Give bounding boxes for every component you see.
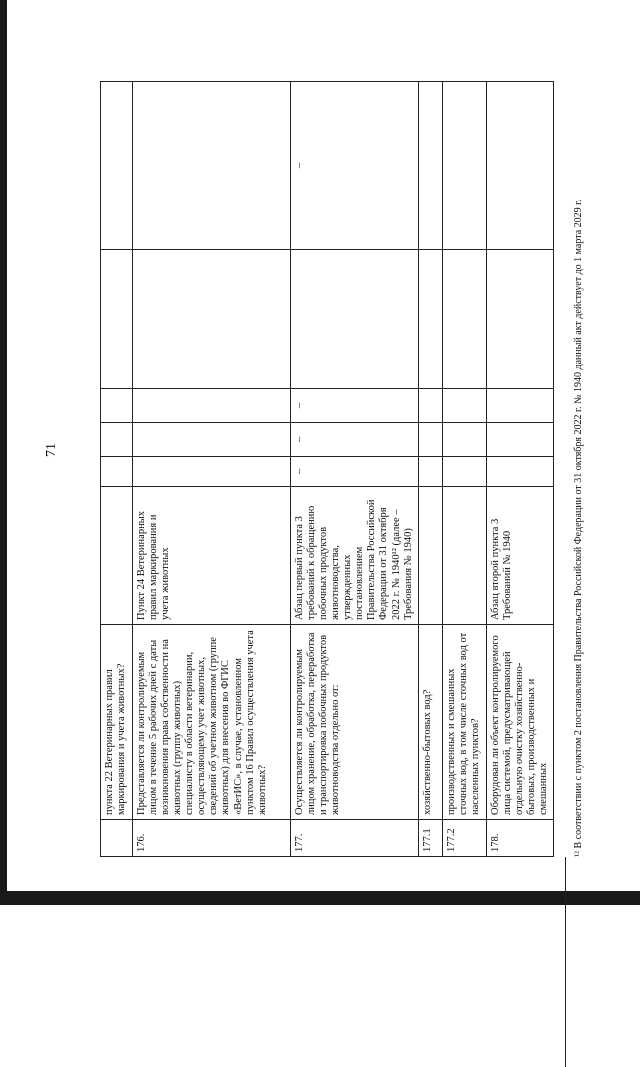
cell-c8 [101,82,133,250]
cell-c7 [486,250,553,389]
cell-c8: – [291,82,419,250]
cell-c8 [133,82,291,250]
scan-edge-left [0,0,7,905]
cell-c5 [418,423,442,457]
cell-c5: – [291,423,419,457]
cell-c4: – [291,457,419,487]
cell-question: Оборудован ли объект контролируемого лица системой, предусматривающей отдельную очистку хозяйственно-бытовых, производственных и смешанных [486,625,553,820]
cell-c7 [133,250,291,389]
cell-question: Представляется ли контролируемым лицом в течение 5 рабочих дней с даты возникновения права собственности на животных (группу животных) специалисту в области ветеринарии, осуществляющему учет животных, сведений об учетном животном (группе животных) для внесения во ФГИС «ВетИС», в случае, установленном пунктом 16 Правил осуществления учета животных? [133,625,291,820]
cell-c8 [486,82,553,250]
cell-c6 [486,389,553,423]
cell-requisites: Абзац второй пункта 3 Требований № 1940 [486,487,553,625]
cell-c7 [291,250,419,389]
table-row [133,82,291,857]
table-row [101,82,133,857]
cell-c5 [442,423,486,457]
cell-c5 [101,423,133,457]
cell-c6: – [291,389,419,423]
cell-c7 [101,250,133,389]
cell-c6 [133,389,291,423]
cell-c4 [486,457,553,487]
cell-c6 [418,389,442,423]
cell-num [101,820,133,857]
cell-question: Осуществляется ли контролируемым лицом хранение, обработка, переработка и транспортировка побочных продуктов животноводства отдельно от: [291,625,419,820]
cell-num: 177.1 [418,820,442,857]
cell-num: 178. [486,820,553,857]
cell-c6 [101,389,133,423]
cell-question: производственных и смешанных сточных вод, в том числе сточных вод от населенных пунктов? [442,625,486,820]
table-row [442,82,486,857]
table-row [291,82,419,857]
cell-requisites: Абзац первый пункта 3 требований к обращению побочных продуктов животноводства, утвержденных постановлением Правительства Российской Федерации от 31 октября 2022 г. № 1940¹² (далее – Требования № 1940) [291,487,419,625]
rotated-table-container [100,82,570,857]
table-body [101,82,554,857]
cell-num: 176. [133,820,291,857]
checklist-table [100,81,554,857]
cell-c8 [418,82,442,250]
cell-c6 [442,389,486,423]
table-row [418,82,442,857]
cell-c5 [486,423,553,457]
cell-num: 177.2 [442,820,486,857]
cell-c7 [442,250,486,389]
scan-edge-bottom [0,891,640,905]
table-row [486,82,553,857]
cell-c8 [442,82,486,250]
cell-c4 [133,457,291,487]
cell-c7 [418,250,442,389]
page-number: 71 [44,443,59,457]
footnote: ¹² В соответствии с пунктом 2 постановления Правительства Российской Федерации от 31 октября 2022 г. № 1940 данный акт действует до 1 марта 2029 г. [573,199,584,857]
cell-c4 [101,457,133,487]
cell-requisites: Пункт 24 Ветеринарных правил маркирования и учета животных [133,487,291,625]
cell-c4 [418,457,442,487]
cell-num: 177. [291,820,419,857]
cell-question: пункта 22 Ветеринарных правил маркирования и учета животных? [101,625,133,820]
cell-requisites [101,487,133,625]
cell-requisites [418,487,442,625]
cell-question: хозяйственно-бытовых вод? [418,625,442,820]
cell-c4 [442,457,486,487]
cell-requisites [442,487,486,625]
cell-c5 [133,423,291,457]
footnote-separator [565,857,566,1067]
